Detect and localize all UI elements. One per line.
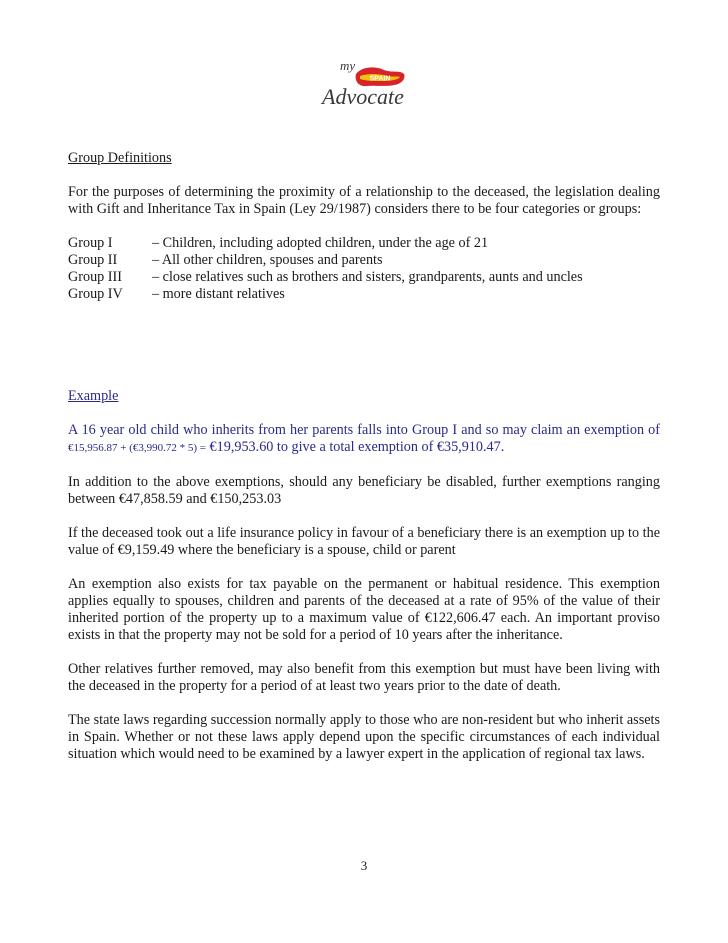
group-description: – Children, including adopted children, under the age of 21: [152, 235, 489, 251]
logo-word-flag: SPAIN: [369, 75, 391, 83]
paragraph-residence-exemption: An exemption also exists for tax payable on the permanent or habitual residence. This exemption applies equally to spouses, children and parents of the deceased at a rate of 95% of the value of their inherited portion of the property up to a maximum value of €122,606.47 each. An important proviso exists in that the property may not be sold for a period of 10 years after the inheritance.: [68, 576, 660, 643]
group-row: [68, 269, 660, 286]
page-number: 3: [360, 858, 368, 873]
intro-paragraph: For the purposes of determining the proximity of a relationship to the deceased, the legislation dealing with Gift and Inheritance Tax in Spain (Ley 29/1987) considers there to be four categories or groups:: [68, 184, 660, 217]
example-line: A 16 year old child who inherits from her parents falls into Group I and so may claim an exemption of: [68, 422, 660, 438]
paragraph-life-insurance: If the deceased took out a life insurance policy in favour of a beneficiary there is an exemption up to the value of €9,159.49 where the beneficiary is a spouse, child or parent: [68, 525, 660, 558]
group-description: – close relatives such as brothers and sisters, grandparents, aunts and uncles: [152, 269, 583, 285]
group-label: Group I: [68, 235, 113, 251]
group-row: [68, 235, 660, 252]
group-list: [68, 235, 660, 303]
logo-word-top: my: [340, 58, 356, 73]
group-description: – All other children, spouses and parents: [152, 252, 383, 268]
document-body: [68, 150, 660, 780]
group-description: – more distant relatives: [152, 286, 285, 302]
section-heading-example: Example: [68, 388, 119, 404]
group-row: [68, 286, 660, 303]
section-heading-group-definitions: Group Definitions: [68, 150, 172, 166]
example-calculation: €15,956.87 + (€3,990.72 * 5) =: [68, 442, 206, 454]
group-label: Group IV: [68, 286, 123, 302]
example-paragraph: [68, 422, 660, 457]
example-result: €19,953.60 to give a total exemption of €35,910.47.: [205, 439, 505, 455]
paragraph-state-laws: The state laws regarding succession normally apply to those who are non-resident but who inherit assets in Spain. Whether or not these laws apply depend upon the specific circumstances of each individual situation which would need to be examined by a lawyer expert in the application of regional tax laws.: [68, 712, 660, 762]
paragraph-other-relatives: Other relatives further removed, may also benefit from this exemption but must have been living with the deceased in the property for a period of at least two years prior to the date of death.: [68, 661, 660, 694]
group-row: [68, 252, 660, 269]
my-spain-advocate-logo: [318, 52, 414, 114]
group-label: Group II: [68, 252, 118, 268]
logo-word-main: Advocate: [322, 84, 404, 109]
group-label: Group III: [68, 269, 122, 285]
paragraph-disabled-exemption: In addition to the above exemptions, should any beneficiary be disabled, further exemptions ranging between €47,858.59 and €150,253.03: [68, 474, 660, 507]
